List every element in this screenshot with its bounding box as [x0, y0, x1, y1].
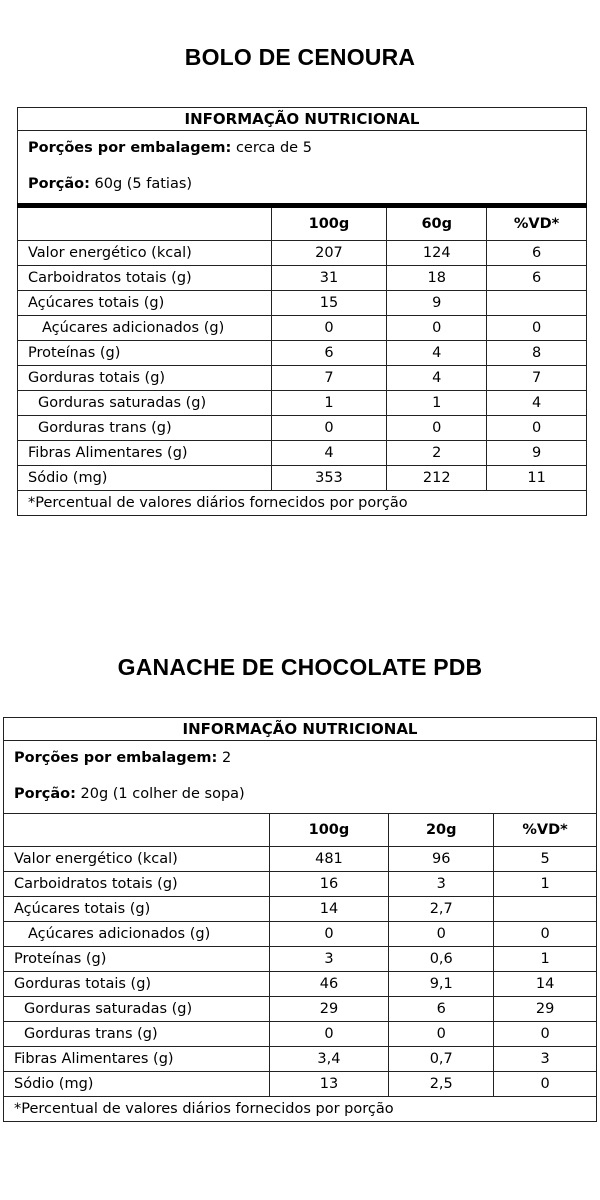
value-vd: 29	[494, 997, 597, 1022]
value-vd: 7	[487, 366, 587, 391]
value-portion: 212	[387, 466, 487, 491]
value-100g: 0	[271, 316, 387, 341]
servings-label: Porções por embalagem:	[14, 750, 218, 766]
table-row	[4, 922, 597, 947]
servings-value: 2	[221, 750, 232, 766]
column-header-blank	[18, 206, 272, 241]
serving-info	[4, 741, 597, 814]
table-row	[4, 1022, 597, 1047]
value-portion: 18	[387, 266, 487, 291]
value-vd: 0	[494, 1022, 597, 1047]
value-portion: 2,7	[389, 897, 494, 922]
table-row	[18, 441, 587, 466]
nutrient-label: Açúcares adicionados (g)	[18, 316, 272, 341]
nutrient-label: Açúcares totais (g)	[18, 291, 272, 316]
nutrient-label: Proteínas (g)	[4, 947, 270, 972]
value-portion: 0	[389, 1022, 494, 1047]
nutrient-label: Gorduras trans (g)	[18, 416, 272, 441]
value-portion: 4	[387, 366, 487, 391]
value-vd: 14	[494, 972, 597, 997]
value-portion: 6	[389, 997, 494, 1022]
section-title: BOLO DE CENOURA	[184, 44, 416, 70]
serving-info	[18, 131, 587, 206]
column-header: %VD*	[487, 206, 587, 241]
value-vd: 11	[487, 466, 587, 491]
value-100g: 31	[271, 266, 387, 291]
value-vd: 0	[494, 922, 597, 947]
value-100g: 7	[271, 366, 387, 391]
nutrient-label: Gorduras totais (g)	[18, 366, 272, 391]
nutrient-label: Fibras Alimentares (g)	[18, 441, 272, 466]
value-portion: 0	[387, 416, 487, 441]
table-row	[18, 341, 587, 366]
nutrient-label: Gorduras saturadas (g)	[4, 997, 270, 1022]
value-100g: 46	[269, 972, 389, 997]
value-vd: 1	[494, 947, 597, 972]
nutrient-label: Açúcares totais (g)	[4, 897, 270, 922]
nutrition-table	[3, 717, 597, 1122]
table-row	[4, 872, 597, 897]
nutrient-label: Gorduras totais (g)	[4, 972, 270, 997]
column-header: 60g	[387, 206, 487, 241]
table-header: INFORMAÇÃO NUTRICIONAL	[4, 718, 597, 741]
value-vd: 0	[487, 416, 587, 441]
table-row	[4, 847, 597, 872]
value-portion: 2	[387, 441, 487, 466]
portion-value: 60g (5 fatias)	[94, 176, 193, 192]
portion-label: Porção:	[14, 786, 76, 802]
table-row	[4, 897, 597, 922]
value-100g: 4	[271, 441, 387, 466]
nutrient-label: Sódio (mg)	[4, 1072, 270, 1097]
nutrient-label: Valor energético (kcal)	[4, 847, 270, 872]
value-100g: 207	[271, 241, 387, 266]
value-100g: 353	[271, 466, 387, 491]
value-vd: 0	[487, 316, 587, 341]
section-title: GANACHE DE CHOCOLATE PDB	[117, 654, 483, 680]
value-vd: 6	[487, 266, 587, 291]
table-row	[4, 1047, 597, 1072]
value-100g: 3	[269, 947, 389, 972]
servings-label: Porções por embalagem:	[28, 140, 232, 156]
value-vd: 9	[487, 441, 587, 466]
table-row	[4, 997, 597, 1022]
value-100g: 3,4	[269, 1047, 389, 1072]
value-100g: 0	[271, 416, 387, 441]
value-portion: 1	[387, 391, 487, 416]
value-portion: 96	[389, 847, 494, 872]
table-row	[4, 972, 597, 997]
value-vd	[494, 897, 597, 922]
nutrient-label: Fibras Alimentares (g)	[4, 1047, 270, 1072]
nutrient-label: Sódio (mg)	[18, 466, 272, 491]
value-100g: 481	[269, 847, 389, 872]
table-header: INFORMAÇÃO NUTRICIONAL	[18, 108, 587, 131]
footnote: *Percentual de valores diários fornecidos por porção	[4, 1097, 597, 1122]
value-portion: 124	[387, 241, 487, 266]
value-100g: 1	[271, 391, 387, 416]
servings-value: cerca de 5	[235, 140, 312, 156]
column-header: 100g	[269, 814, 389, 847]
value-portion: 3	[389, 872, 494, 897]
nutrient-label: Carboidratos totais (g)	[4, 872, 270, 897]
value-100g: 14	[269, 897, 389, 922]
table-row	[18, 366, 587, 391]
value-100g: 13	[269, 1072, 389, 1097]
value-portion: 0,7	[389, 1047, 494, 1072]
value-100g: 16	[269, 872, 389, 897]
value-vd: 6	[487, 241, 587, 266]
column-header-blank	[4, 814, 270, 847]
table-row	[18, 241, 587, 266]
nutrient-label: Carboidratos totais (g)	[18, 266, 272, 291]
value-portion: 0	[389, 922, 494, 947]
value-portion: 0	[387, 316, 487, 341]
table-row	[18, 416, 587, 441]
table-row	[18, 391, 587, 416]
nutrient-label: Valor energético (kcal)	[18, 241, 272, 266]
value-vd: 0	[494, 1072, 597, 1097]
nutrient-label: Proteínas (g)	[18, 341, 272, 366]
value-vd: 5	[494, 847, 597, 872]
nutrient-label: Gorduras trans (g)	[4, 1022, 270, 1047]
value-100g: 6	[271, 341, 387, 366]
table-row	[18, 266, 587, 291]
value-vd	[487, 291, 587, 316]
footnote: *Percentual de valores diários fornecidos por porção	[18, 491, 587, 516]
value-portion: 9	[387, 291, 487, 316]
portion-value: 20g (1 colher de sopa)	[80, 786, 245, 802]
nutrient-label: Açúcares adicionados (g)	[4, 922, 270, 947]
table-row	[18, 316, 587, 341]
value-100g: 0	[269, 922, 389, 947]
value-vd: 3	[494, 1047, 597, 1072]
column-header: 100g	[271, 206, 387, 241]
value-vd: 4	[487, 391, 587, 416]
table-row	[4, 1072, 597, 1097]
table-row	[18, 466, 587, 491]
table-row	[4, 947, 597, 972]
value-100g: 0	[269, 1022, 389, 1047]
portion-label: Porção:	[28, 176, 90, 192]
value-vd: 1	[494, 872, 597, 897]
value-portion: 9,1	[389, 972, 494, 997]
column-header: %VD*	[494, 814, 597, 847]
nutrient-label: Gorduras saturadas (g)	[18, 391, 272, 416]
value-vd: 8	[487, 341, 587, 366]
table-row	[18, 291, 587, 316]
value-portion: 0,6	[389, 947, 494, 972]
column-header-row	[4, 814, 597, 847]
column-header-row	[18, 206, 587, 241]
value-100g: 15	[271, 291, 387, 316]
column-header: 20g	[389, 814, 494, 847]
value-100g: 29	[269, 997, 389, 1022]
nutrition-table	[17, 107, 587, 516]
value-portion: 4	[387, 341, 487, 366]
value-portion: 2,5	[389, 1072, 494, 1097]
